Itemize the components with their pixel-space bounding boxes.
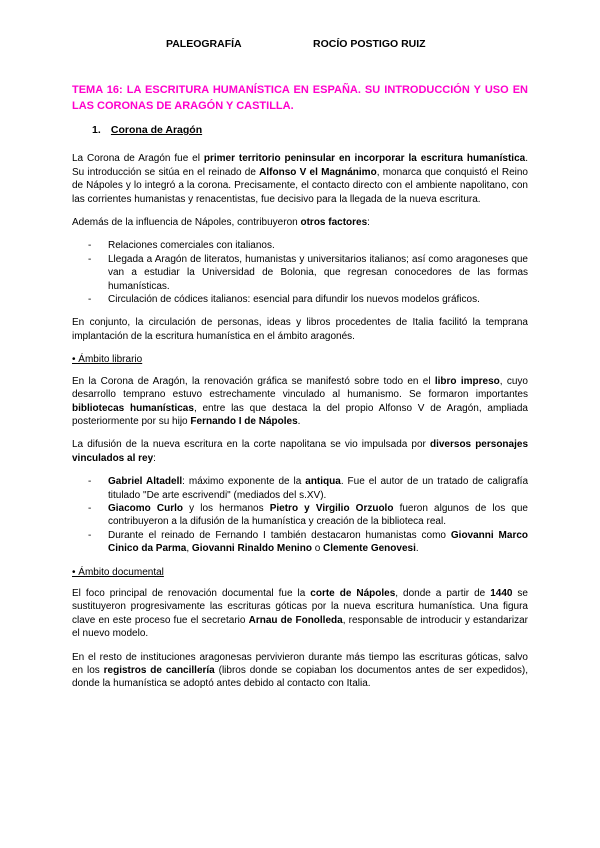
- document-title: TEMA 16: LA ESCRITURA HUMANÍSTICA EN ESPAÑA. SU INTRODUCCIÓN Y USO EN LAS CORONAS DE ARAGÓN Y CASTILLA.: [72, 84, 528, 112]
- personajes-list: [72, 475, 528, 555]
- dash-marker: -: [88, 240, 92, 252]
- subheading-documental: • Ámbito documental: [72, 566, 164, 578]
- list-item: [72, 502, 528, 529]
- text-run: (libros donde se copiaban los documentos antes de ser expedidos), donde la humanística se adoptó antes debido al contacto con Italia.: [72, 665, 528, 690]
- bold-text: primer territorio peninsular en incorporar la escritura humanística: [203, 153, 526, 165]
- list-item: [72, 475, 528, 502]
- list-item-text: [108, 503, 528, 527]
- bold-text: antiqua: [305, 476, 341, 488]
- text-run: Relaciones comerciales con italianos.: [108, 240, 275, 252]
- text-run: fueron algunos de los que contribuyeron a la difusión de la humanística y creación de la biblioteca real.: [108, 502, 528, 528]
- dash-marker: -: [88, 529, 92, 541]
- text-run: La difusión de la nueva escritura en la corte napolitana se vio impulsada por: [72, 439, 430, 451]
- paragraph-difusion: [72, 438, 528, 465]
- paragraph-instituciones: [72, 651, 528, 691]
- text-run: , cuyo desarrollo temprano estuvo estrechamente vinculado al humanismo. Se formaron importantes: [72, 375, 528, 401]
- bold-text: Giovanni Rinaldo Menino: [191, 543, 312, 555]
- list-item-text: [108, 530, 528, 554]
- section-heading-text: Corona de Aragón: [110, 124, 203, 136]
- text-run: .: [297, 415, 301, 427]
- text-run: , responsable de introducir y estandarizar el nuevo modelo.: [72, 614, 529, 640]
- header-author: ROCÍO POSTIGO RUIZ: [313, 38, 426, 50]
- paragraph-factors: [72, 216, 528, 229]
- list-item-text: [108, 254, 528, 292]
- bold-text: Gabriel Altadell: [108, 476, 183, 488]
- bold-text: bibliotecas humanísticas: [72, 402, 194, 414]
- bold-text: 1440: [490, 587, 513, 599]
- text-run: , donde a partir de: [395, 587, 491, 599]
- list-item: [72, 293, 528, 306]
- bold-text: Giacomo Curlo: [108, 502, 184, 514]
- text-run: . Fue el autor de un tratado de caligrafía titulado "De arte escrivendi" (mediados del s.XV).: [108, 476, 529, 501]
- list-item-text: [108, 476, 528, 500]
- factors-list: [72, 239, 528, 306]
- list-item: [72, 253, 528, 293]
- dash-marker: -: [88, 294, 92, 306]
- text-run: En conjunto, la circulación de personas, ideas y libros procedentes de Italia facilitó la temprana implantación de la escritura humanística en el ámbito aragonés.: [72, 317, 528, 342]
- dash-marker: -: [88, 253, 92, 265]
- text-run: , monarca que conquistó el Reino de Nápoles y lo integró a la corona. Precisamente, el contacto directo con el ambiente napolitano, con las corrientes humanistas y renacentistas, fue decisivo para la llegada de la nueva escritura.: [72, 166, 528, 205]
- text-run: :: [367, 217, 370, 229]
- bold-text: libro impreso: [434, 375, 500, 387]
- text-run: , entre las que destaca la del propio Alfonso V de Aragón, ampliada posteriormente por su hijo: [72, 402, 528, 427]
- bold-text: Fernando I de Nápoles: [190, 415, 298, 427]
- bold-text: Alfonso V el Magnánimo: [259, 166, 377, 178]
- text-run: El foco principal de renovación documental fue la: [72, 587, 311, 599]
- paragraph-conclusion: [72, 316, 528, 343]
- text-run: La Corona de Aragón fue el: [72, 153, 204, 165]
- text-run: En el resto de instituciones aragonesas pervivieron durante más tiempo las escrituras góticas, salvo en los: [72, 651, 528, 676]
- bold-text: registros de cancillería: [103, 665, 215, 676]
- bold-text: diversos personajes vinculados al rey: [72, 439, 529, 464]
- text-run: o: [311, 543, 324, 555]
- text-run: se sustituyeron progresivamente las escrituras góticas por la nueva escritura humanística. Una figura clave en este proceso fue el secretario: [72, 587, 528, 626]
- header-subject: PALEOGRAFÍA: [166, 38, 242, 50]
- text-run: Llegada a Aragón de literatos, humanistas y universitarios italianos; así como aragoneses que van a estudiar la Universidad de Bolonia, que regresan conocedores de las formas humanísticas.: [108, 253, 528, 292]
- text-run: . Su introducción se sitúa en el reinado de: [72, 153, 528, 178]
- text-run: En la Corona de Aragón, la renovación gráfica se manifestó sobre todo en el: [72, 375, 435, 387]
- list-item-text: [108, 240, 275, 251]
- dash-marker: -: [88, 476, 92, 488]
- bold-text: otros factores: [300, 217, 368, 229]
- dash-marker: -: [88, 502, 92, 514]
- section-number: 1.: [92, 124, 101, 136]
- bold-text: corte de Nápoles: [310, 587, 396, 599]
- paragraph-documental: [72, 587, 528, 641]
- text-run: .: [415, 543, 419, 555]
- list-item: [72, 239, 528, 252]
- section-heading: [92, 124, 528, 137]
- bold-text: Giovanni Marco Cinico da Parma: [108, 529, 529, 555]
- text-run: Además de la influencia de Nápoles, contribuyeron: [72, 217, 301, 229]
- bold-text: Arnau de Fonolleda: [248, 614, 343, 626]
- text-run: : máximo exponente de la: [182, 476, 306, 488]
- bold-text: Clemente Genovesi: [323, 543, 416, 555]
- text-run: ,: [186, 543, 192, 555]
- subheading-librario: • Ámbito librario: [72, 354, 143, 366]
- bold-text: Pietro y Virgilio Orzuolo: [269, 502, 394, 514]
- text-run: Durante el reinado de Fernando I también destacaron humanistas como: [108, 529, 451, 541]
- document-body: [72, 124, 528, 701]
- text-run: Circulación de códices italianos: esencial para difundir los nuevos modelos gráficos.: [108, 294, 480, 306]
- paragraph-librario: [72, 375, 528, 429]
- text-run: :: [153, 452, 156, 464]
- paragraph-intro: [72, 152, 528, 206]
- list-item: [72, 529, 528, 556]
- list-item-text: [108, 294, 480, 305]
- text-run: y los hermanos: [183, 502, 270, 514]
